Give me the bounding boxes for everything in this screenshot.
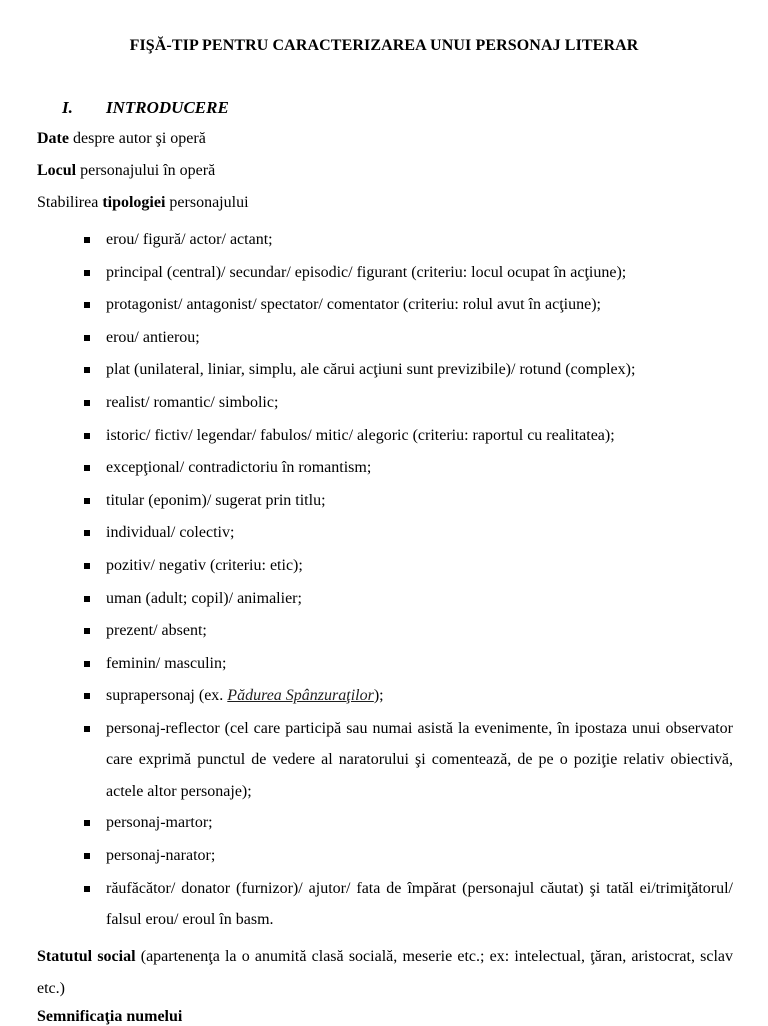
- list-item-text: personaj-narator;: [106, 847, 216, 864]
- intro-line-text: personajului în operă: [76, 162, 216, 179]
- intro-line-bold: Date: [37, 130, 69, 147]
- intro-line-bold: tipologiei: [102, 194, 166, 211]
- list-item: [0, 257, 768, 290]
- square-bullet-icon: [84, 596, 90, 602]
- list-item-text: istoric/ fictiv/ legendar/ fabulos/ mitic/ alegoric (criteriu: raportul cu realitatea);: [106, 426, 615, 444]
- list-item-text: excepţional/ contradictoriu în romantism;: [106, 459, 372, 477]
- list-item-text: plat (unilateral, liniar, simplu, ale cărui acţiuni sunt previzibile)/ rotund (complex);: [106, 361, 636, 379]
- work-title-link[interactable]: Pădurea Spânzuraţilor: [227, 687, 374, 705]
- list-item: [0, 322, 768, 355]
- list-item: [0, 873, 768, 936]
- list-item-text: uman (adult; copil)/ animalier;: [106, 589, 302, 607]
- list-item: [0, 387, 768, 420]
- list-item: [0, 713, 768, 808]
- document-title: FIŞĂ-TIP PENTRU CARACTERIZAREA UNUI PERSONAJ LITERAR: [129, 37, 639, 54]
- list-item: [0, 224, 768, 257]
- list-item-text: erou/ antierou;: [106, 328, 200, 346]
- list-item-text: personaj-reflector (cel care participă sau numai asistă la evenimente, în ipostaza unui observator care exprimă punctul de vedere al naratorului şi comentează, de pe o poziţie relativ obiectivă, actele altor personaje);: [106, 719, 733, 800]
- list-item-text: feminin/ masculin;: [106, 654, 227, 672]
- statut-paragraph: [37, 941, 733, 1005]
- square-bullet-icon: [84, 465, 90, 471]
- intro-line-text: personajului: [165, 194, 249, 211]
- list-item-text: pozitiv/ negativ (criteriu: etic);: [106, 556, 303, 574]
- list-item-text: răufăcător/ donator (furnizor)/ ajutor/ fata de împărat (personajul căutat) şi tatăl ei/trimiţătorul/ falsul erou/ eroul în basm.: [106, 879, 733, 929]
- list-item: [0, 550, 768, 583]
- square-bullet-icon: [84, 270, 90, 276]
- list-item: [0, 354, 768, 387]
- list-item-text: principal (central)/ secundar/ episodic/ figurant (criteriu: locul ocupat în acţiune);: [106, 263, 627, 281]
- square-bullet-icon: [84, 853, 90, 859]
- square-bullet-icon: [84, 498, 90, 504]
- list-item-text: );: [373, 687, 384, 705]
- square-bullet-icon: [84, 237, 90, 243]
- list-item-text: suprapersonaj (ex.: [106, 687, 228, 705]
- statut-text: (apartenenţa la o anumită clasă socială, meserie etc.; ex: intelectual, ţăran, aristocrat, sclav etc.): [37, 948, 734, 997]
- list-item: [0, 420, 768, 453]
- list-item: [0, 485, 768, 518]
- square-bullet-icon: [84, 726, 90, 732]
- list-item: [0, 840, 768, 873]
- statut-label: Statutul social: [37, 948, 136, 965]
- list-item-text: protagonist/ antagonist/ spectator/ comentator (criteriu: rolul avut în acţiune);: [106, 296, 601, 314]
- list-item: [0, 807, 768, 840]
- intro-line-pre: Stabilirea: [37, 194, 103, 211]
- intro-line-locul: [37, 162, 215, 180]
- square-bullet-icon: [84, 628, 90, 634]
- square-bullet-icon: [84, 886, 90, 892]
- list-item-text: prezent/ absent;: [106, 622, 207, 640]
- square-bullet-icon: [84, 302, 90, 308]
- section-heading: [62, 98, 229, 118]
- typology-list: [0, 224, 768, 936]
- square-bullet-icon: [84, 433, 90, 439]
- section-number: I.: [62, 98, 73, 117]
- square-bullet-icon: [84, 400, 90, 406]
- list-item: [0, 615, 768, 648]
- square-bullet-icon: [84, 820, 90, 826]
- list-item: [0, 452, 768, 485]
- square-bullet-icon: [84, 693, 90, 699]
- list-item: [0, 517, 768, 550]
- square-bullet-icon: [84, 563, 90, 569]
- list-item: [0, 648, 768, 681]
- intro-line-bold: Locul: [37, 162, 77, 179]
- intro-line-tipologie: [37, 194, 249, 212]
- list-item-text: erou/ figură/ actor/ actant;: [106, 231, 273, 248]
- section-title: INTRODUCERE: [106, 98, 229, 117]
- intro-line-text: despre autor şi operă: [68, 130, 206, 147]
- list-item-text: titular (eponim)/ sugerat prin titlu;: [106, 491, 326, 509]
- square-bullet-icon: [84, 530, 90, 536]
- list-item: [0, 583, 768, 616]
- list-item-text: realist/ romantic/ simbolic;: [106, 393, 279, 411]
- square-bullet-icon: [84, 367, 90, 373]
- intro-line-date: [37, 130, 206, 148]
- square-bullet-icon: [84, 335, 90, 341]
- list-item: [0, 680, 768, 713]
- list-item-text: individual/ colectiv;: [106, 524, 235, 542]
- list-item-text: personaj-martor;: [106, 814, 213, 832]
- square-bullet-icon: [84, 661, 90, 667]
- list-item: [0, 289, 768, 322]
- semnificatia-heading: Semnificaţia numelui: [37, 1008, 183, 1025]
